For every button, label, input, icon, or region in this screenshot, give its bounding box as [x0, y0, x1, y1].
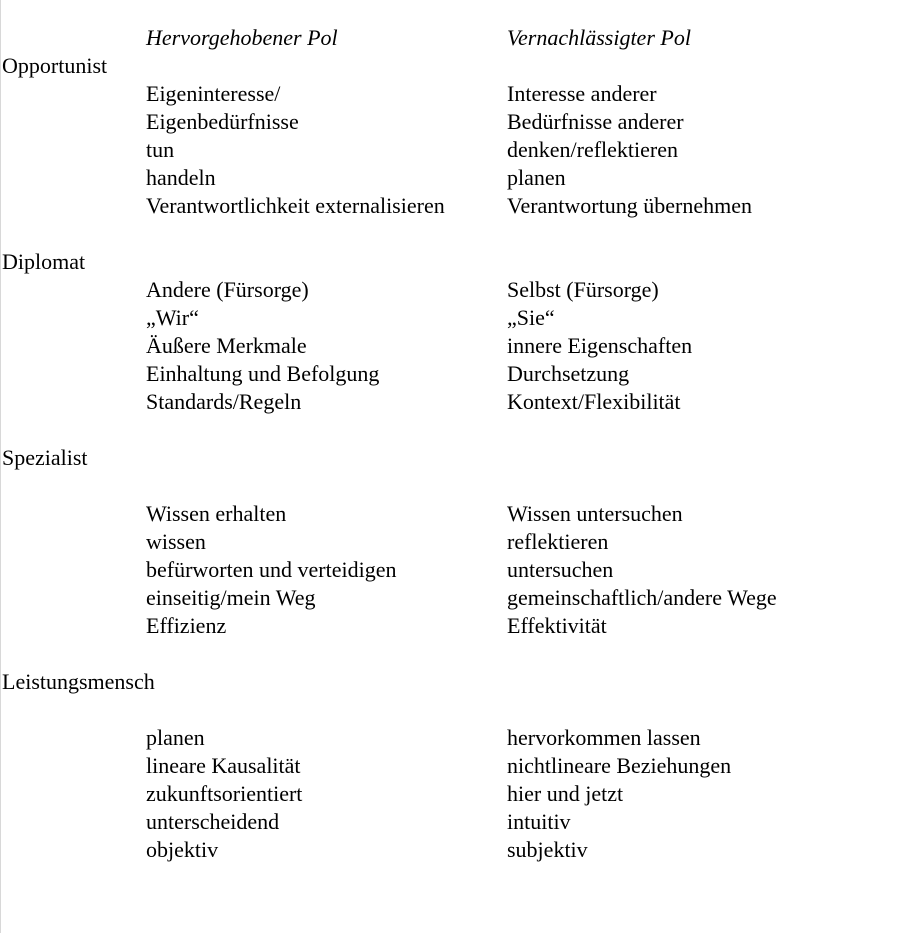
spacer-line	[0, 416, 917, 444]
pole-row	[0, 724, 917, 752]
emphasized-pole-item: wissen	[146, 529, 206, 554]
neglected-pole-item: Effektivität	[507, 613, 607, 638]
pole-row	[0, 360, 917, 388]
type-heading-row	[0, 52, 917, 80]
pole-row	[0, 80, 917, 108]
spacer-line	[0, 472, 917, 500]
emphasized-pole-item: Standards/Regeln	[146, 389, 302, 414]
type-name-leistungsmensch: Leistungsmensch	[2, 669, 155, 694]
pole-row	[0, 136, 917, 164]
neglected-pole-item: hier und jetzt	[507, 781, 624, 806]
emphasized-pole-item: Wissen erhalten	[146, 501, 287, 526]
emphasized-pole-item: Einhaltung und Befolgung	[146, 361, 380, 386]
pole-row	[0, 304, 917, 332]
pole-row	[0, 108, 917, 136]
neglected-pole-item: Durchsetzung	[507, 361, 630, 386]
type-heading-row	[0, 668, 917, 696]
emphasized-pole-item: Effizienz	[146, 613, 227, 638]
neglected-pole-item: denken/reflektieren	[507, 137, 679, 162]
emphasized-pole-item: Eigenbedürfnisse	[146, 109, 299, 134]
emphasized-pole-item: Verantwortlichkeit externalisieren	[146, 193, 445, 218]
pole-row	[0, 752, 917, 780]
pole-row	[0, 528, 917, 556]
pole-row	[0, 388, 917, 416]
emphasized-pole-item: planen	[146, 725, 205, 750]
pole-row	[0, 584, 917, 612]
neglected-pole-item: reflektieren	[507, 529, 609, 554]
neglected-pole-item: untersuchen	[507, 557, 614, 582]
type-name-opportunist: Opportunist	[2, 53, 108, 78]
neglected-pole-item: planen	[507, 165, 566, 190]
emphasized-pole-item: Andere (Fürsorge)	[146, 277, 309, 302]
emphasized-pole-item: tun	[146, 137, 175, 162]
neglected-pole-item: Selbst (Fürsorge)	[507, 277, 659, 302]
emphasized-pole-item: „Wir“	[146, 305, 199, 330]
neglected-pole-item: subjektiv	[507, 837, 588, 862]
neglected-pole-item: Kontext/Flexibilität	[507, 389, 681, 414]
pole-row	[0, 836, 917, 864]
spacer-line	[0, 220, 917, 248]
neglected-pole-item: nichtlineare Beziehungen	[507, 753, 732, 778]
header-neglected-pole: Vernachlässigter Pol	[507, 25, 691, 50]
type-heading-row	[0, 444, 917, 472]
pole-row	[0, 808, 917, 836]
pole-row	[0, 192, 917, 220]
emphasized-pole-item: objektiv	[146, 837, 219, 862]
emphasized-pole-item: Äußere Merkmale	[146, 333, 307, 358]
type-name-spezialist: Spezialist	[2, 445, 88, 470]
neglected-pole-item: gemeinschaftlich/andere Wege	[507, 585, 777, 610]
document-body	[0, 24, 917, 864]
emphasized-pole-item: befürworten und verteidigen	[146, 557, 397, 582]
emphasized-pole-item: handeln	[146, 165, 216, 190]
pole-row	[0, 164, 917, 192]
neglected-pole-item: hervorkommen lassen	[507, 725, 701, 750]
pole-row	[0, 276, 917, 304]
spacer-line	[0, 640, 917, 668]
pole-row	[0, 780, 917, 808]
pole-row	[0, 556, 917, 584]
emphasized-pole-item: lineare Kausalität	[146, 753, 301, 778]
pole-row	[0, 500, 917, 528]
neglected-pole-item: Wissen untersuchen	[507, 501, 683, 526]
neglected-pole-item: Interesse anderer	[507, 81, 657, 106]
neglected-pole-item: innere Eigenschaften	[507, 333, 693, 358]
type-name-diplomat: Diplomat	[2, 249, 86, 274]
emphasized-pole-item: Eigeninteresse/	[146, 81, 281, 106]
pole-row	[0, 332, 917, 360]
pole-row	[0, 612, 917, 640]
neglected-pole-item: Bedürfnisse anderer	[507, 109, 684, 134]
neglected-pole-item: intuitiv	[507, 809, 571, 834]
column-header-row	[0, 24, 917, 52]
emphasized-pole-item: einseitig/mein Weg	[146, 585, 316, 610]
spacer-line	[0, 696, 917, 724]
header-emphasized-pole: Hervorgehobener Pol	[146, 25, 338, 50]
type-heading-row	[0, 248, 917, 276]
neglected-pole-item: Verantwortung übernehmen	[507, 193, 752, 218]
neglected-pole-item: „Sie“	[507, 305, 555, 330]
emphasized-pole-item: zukunftsorientiert	[146, 781, 303, 806]
emphasized-pole-item: unterscheidend	[146, 809, 280, 834]
